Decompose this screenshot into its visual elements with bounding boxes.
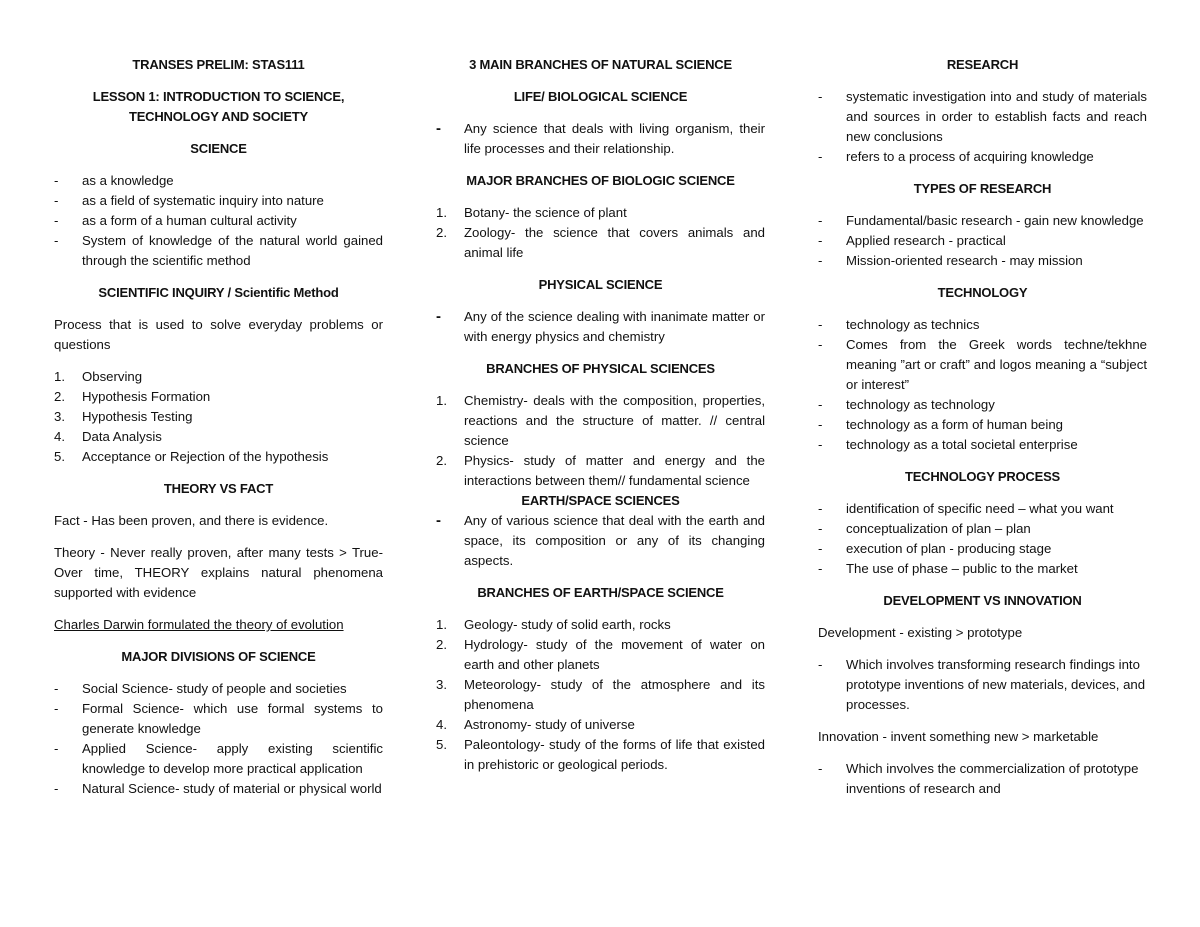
earth-science-list <box>436 511 765 571</box>
list-item: 4. Astronomy- study of universe <box>436 717 635 732</box>
list-item: - as a field of systematic inquiry into nature <box>54 193 324 208</box>
list-item: - Social Science- study of people and societies <box>54 681 347 696</box>
list-item: 2. Physics- study of matter and energy and the interactions between them// fundamental science <box>436 453 765 488</box>
darwin-text: Charles Darwin formulated the theory of evolution <box>54 617 344 632</box>
list-item: - systematic investigation into and study of materials and sources in order to establish facts and reach new conclusions <box>818 89 1147 144</box>
list-item: 1. Observing <box>54 369 143 384</box>
earth-science-heading: EARTH/SPACE SCIENCES <box>521 493 680 508</box>
branches-heading: 3 MAIN BRANCHES OF NATURAL SCIENCE <box>469 57 732 72</box>
list-item: - Natural Science- study of material or physical world <box>54 781 382 796</box>
inquiry-heading: SCIENTIFIC INQUIRY / Scientific Method <box>98 285 339 300</box>
list-item: - technology as a form of human being <box>818 417 1063 432</box>
earth-branches-list <box>436 615 765 775</box>
list-item: - technology as technology <box>818 397 995 412</box>
physical-branches-list <box>436 391 765 491</box>
list-item: - refers to a process of acquiring knowledge <box>818 149 1094 164</box>
list-item: 2. Hydrology- study of the movement of water on earth and other planets <box>436 637 765 672</box>
physical-science-list <box>436 307 765 347</box>
list-item: - Applied research - practical <box>818 233 1006 248</box>
divisions-list <box>54 679 383 799</box>
inquiry-text: Process that is used to solve everyday problems or questions <box>54 317 383 352</box>
life-science-list <box>436 119 765 159</box>
science-heading: SCIENCE <box>190 141 247 156</box>
list-item: 4. Data Analysis <box>54 429 162 444</box>
development-text: Development - existing > prototype <box>818 625 1023 640</box>
bio-branches-heading: MAJOR BRANCHES OF BIOLOGIC SCIENCE <box>466 173 735 188</box>
earth-branches-heading: BRANCHES OF EARTH/SPACE SCIENCE <box>477 585 724 600</box>
inquiry-steps-list <box>54 367 383 467</box>
list-item: - Mission-oriented research - may mission <box>818 253 1083 268</box>
innovation-text: Innovation - invent something new > marketable <box>818 729 1099 744</box>
list-item: - System of knowledge of the natural world gained through the scientific method <box>54 233 383 268</box>
research-list <box>818 87 1147 167</box>
fact-text: Fact - Has been proven, and there is evidence. <box>54 513 329 528</box>
document-title: TRANSES PRELIM: STAS111 <box>132 57 305 72</box>
list-item: 3. Hypothesis Testing <box>54 409 193 424</box>
list-item: - Which involves the commercialization of prototype inventions of research and <box>818 761 1139 796</box>
divisions-heading: MAJOR DIVISIONS OF SCIENCE <box>121 649 316 664</box>
list-item: 1. Geology- study of solid earth, rocks <box>436 617 671 632</box>
list-item: - technology as technics <box>818 317 980 332</box>
list-item: - as a knowledge <box>54 173 174 188</box>
list-item: - Which involves transforming research findings into prototype inventions of new materials, devices, and processes. <box>818 657 1146 712</box>
list-item: 5. Acceptance or Rejection of the hypothesis <box>54 449 329 464</box>
science-list <box>54 171 383 271</box>
list-item: 1. Chemistry- deals with the composition, properties, reactions and the structure of matter. // central science <box>436 393 765 448</box>
list-item: - The use of phase – public to the market <box>818 561 1078 576</box>
list-item: - Fundamental/basic research - gain new knowledge <box>818 213 1144 228</box>
lesson-heading: LESSON 1: INTRODUCTION TO SCIENCE, TECHNOLOGY AND SOCIETY <box>92 89 345 124</box>
life-science-heading: LIFE/ BIOLOGICAL SCIENCE <box>513 89 688 104</box>
list-item: - Formal Science- which use formal systems to generate knowledge <box>54 701 383 736</box>
list-item: - Comes from the Greek words techne/tekhne meaning ”art or craft” and logos meaning a “subject or interest” <box>818 337 1147 392</box>
research-types-heading: TYPES OF RESEARCH <box>913 181 1052 196</box>
physical-science-heading: PHYSICAL SCIENCE <box>538 277 663 292</box>
physical-branches-heading: BRANCHES OF PHYSICAL SCIENCES <box>486 361 715 376</box>
list-item: - as a form of a human cultural activity <box>54 213 297 228</box>
development-vs-innovation-heading: DEVELOPMENT VS INNOVATION <box>883 593 1082 608</box>
list-item: 2. Zoology- the science that covers animals and animal life <box>436 225 765 260</box>
list-item: - Any science that deals with living organism, their life processes and their relationship. <box>436 120 765 156</box>
list-item: - execution of plan - producing stage <box>818 541 1052 556</box>
technology-list <box>818 315 1147 455</box>
list-item: - Applied Science- apply existing scientific knowledge to develop more practical application <box>54 741 383 776</box>
bio-branches-list <box>436 203 765 263</box>
list-item: - Any of various science that deal with the earth and space, its composition or any of its changing aspects. <box>436 512 765 568</box>
theory-vs-fact-heading: THEORY VS FACT <box>163 481 274 496</box>
list-item: 3. Meteorology- study of the atmosphere and its phenomena <box>436 677 765 712</box>
list-item: 1. Botany- the science of plant <box>436 205 627 220</box>
list-item: - identification of specific need – what you want <box>818 501 1114 516</box>
column-1 <box>54 55 383 811</box>
column-3 <box>818 55 1147 811</box>
research-heading: RESEARCH <box>946 57 1019 72</box>
column-2 <box>436 55 765 787</box>
development-list <box>818 655 1147 715</box>
list-item: - Any of the science dealing with inanimate matter or with energy physics and chemistry <box>436 308 765 344</box>
research-types-list <box>818 211 1147 271</box>
list-item: - conceptualization of plan – plan <box>818 521 1031 536</box>
technology-heading: TECHNOLOGY <box>937 285 1028 300</box>
technology-process-list <box>818 499 1147 579</box>
theory-text: Theory - Never really proven, after many tests > True- Over time, THEORY explains natural phenomena supported with evidence <box>54 545 383 600</box>
list-item: 5. Paleontology- study of the forms of life that existed in prehistoric or geological periods. <box>436 737 765 772</box>
technology-process-heading: TECHNOLOGY PROCESS <box>904 469 1061 484</box>
innovation-list <box>818 759 1147 799</box>
list-item: - technology as a total societal enterprise <box>818 437 1078 452</box>
list-item: 2. Hypothesis Formation <box>54 389 211 404</box>
